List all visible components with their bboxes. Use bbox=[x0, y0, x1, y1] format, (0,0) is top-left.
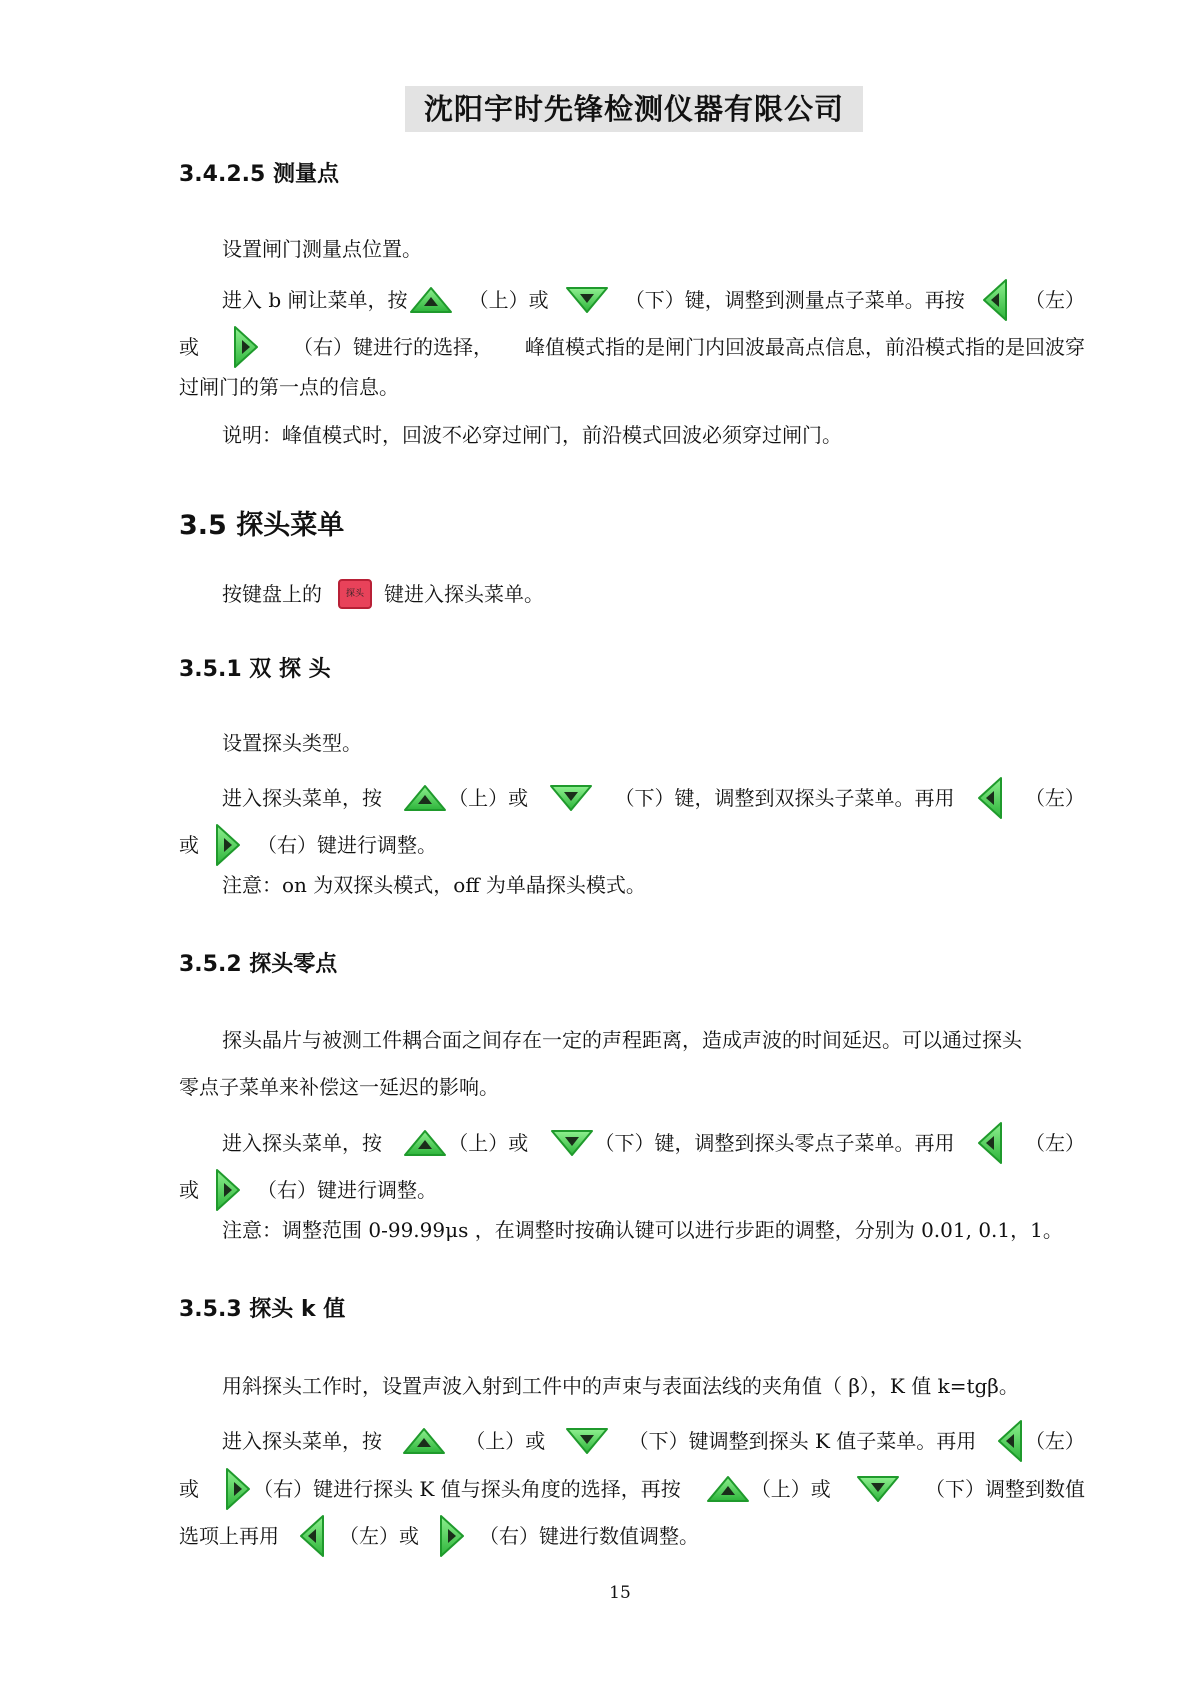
up-arrow-key-icon bbox=[402, 782, 448, 814]
text: 或 bbox=[179, 1477, 199, 1501]
text: 过闸门的第一点的信息。 bbox=[179, 375, 399, 399]
text: 选项上再用 bbox=[179, 1524, 279, 1548]
left-arrow-key-icon bbox=[995, 1418, 1025, 1464]
note bbox=[222, 420, 1085, 450]
text: （左） bbox=[1024, 1429, 1085, 1453]
text: 说明：峰值模式时，回波不必穿过闸门，前沿模式回波必须穿过闸门。 bbox=[222, 423, 842, 447]
right-arrow-key-icon bbox=[231, 324, 261, 370]
page-number: 15 bbox=[609, 1583, 631, 1603]
left-arrow-key-icon bbox=[975, 1120, 1005, 1166]
text: （上）或 bbox=[448, 786, 529, 810]
text: （下）调整到数值 bbox=[924, 1477, 1085, 1501]
right-arrow-key-icon bbox=[213, 822, 243, 868]
text: 或 bbox=[179, 335, 199, 359]
paragraph-line bbox=[179, 1167, 1085, 1213]
paragraph-line bbox=[179, 372, 1085, 402]
text: （左） bbox=[1024, 786, 1085, 810]
text: 注意：on 为双探头模式，off 为单晶探头模式。 bbox=[222, 873, 646, 897]
text: （左） bbox=[1025, 288, 1085, 312]
up-arrow-key-icon bbox=[408, 284, 454, 316]
text: （左）或 bbox=[339, 1524, 419, 1548]
paragraph bbox=[222, 579, 1085, 609]
text: 设置探头类型。 bbox=[222, 731, 362, 755]
text: 或 bbox=[179, 1178, 199, 1202]
paragraph bbox=[222, 234, 1085, 264]
section-heading-3-4-2-5: 3.4.2.5 测量点 bbox=[179, 162, 339, 187]
section-heading-3-5-3: 3.5.3 探头 k 值 bbox=[179, 1297, 346, 1322]
left-arrow-key-icon bbox=[297, 1513, 327, 1559]
paragraph-line bbox=[222, 1418, 1085, 1464]
text: （左） bbox=[1025, 1131, 1085, 1155]
text: （右）键进行调整。 bbox=[257, 833, 437, 857]
text: 注意：调整范围 0-99.99μs ，在调整时按确认键可以进行步距的调整，分别为 0.01, 0.1，1。 bbox=[222, 1218, 1063, 1242]
text: 设置闸门测量点位置。 bbox=[222, 237, 422, 261]
paragraph bbox=[222, 728, 1085, 758]
text: 探头晶片与被测工件耦合面之间存在一定的声程距离，造成声波的时间延迟。可以通过探头 bbox=[222, 1028, 1022, 1052]
text: 按键盘上的 bbox=[222, 582, 322, 606]
paragraph-line bbox=[179, 822, 1085, 868]
right-arrow-key-icon bbox=[223, 1466, 253, 1512]
text: 或 bbox=[179, 833, 199, 857]
paragraph-line bbox=[179, 1513, 1085, 1559]
text: （右）键进行的选择， bbox=[293, 335, 493, 359]
up-arrow-key-icon bbox=[401, 1425, 447, 1457]
left-arrow-key-icon bbox=[980, 277, 1010, 323]
paragraph-line bbox=[179, 324, 1085, 370]
paragraph-line bbox=[179, 1466, 1085, 1512]
left-arrow-key-icon bbox=[975, 775, 1005, 821]
section-heading-3-5-1: 3.5.1 双 探 头 bbox=[179, 657, 331, 682]
text: （下）键调整到探头 K 值子菜单。再用 bbox=[628, 1429, 977, 1453]
company-header: 沈阳宇时先锋检测仪器有限公司 bbox=[405, 86, 863, 132]
text: （上）或 bbox=[468, 288, 549, 312]
note bbox=[222, 870, 1085, 900]
text: 进入探头菜单，按 bbox=[222, 1131, 382, 1155]
text: 键进入探头菜单。 bbox=[384, 582, 544, 606]
paragraph-line bbox=[222, 1025, 1085, 1055]
text: 进入探头菜单，按 bbox=[222, 1429, 382, 1453]
text: 用斜探头工作时，设置声波入射到工件中的声束与表面法线的夹角值（ β），K 值 k=tgβ。 bbox=[222, 1374, 1019, 1398]
paragraph-line bbox=[179, 1072, 1085, 1102]
up-arrow-key-icon bbox=[705, 1473, 751, 1505]
down-arrow-key-icon bbox=[549, 1127, 595, 1159]
down-arrow-key-icon bbox=[548, 782, 594, 814]
section-heading-3-5: 3.5 探头菜单 bbox=[179, 510, 345, 541]
text: （右）键进行数值调整。 bbox=[479, 1524, 699, 1548]
down-arrow-key-icon bbox=[564, 1425, 610, 1457]
right-arrow-key-icon bbox=[213, 1167, 243, 1213]
paragraph-line bbox=[222, 1120, 1085, 1166]
text: （上）或 bbox=[750, 1477, 831, 1501]
text: （下）键，调整到探头零点子菜单。再用 bbox=[594, 1131, 955, 1155]
text: 零点子菜单来补偿这一延迟的影响。 bbox=[179, 1075, 499, 1099]
section-heading-3-5-2: 3.5.2 探头零点 bbox=[179, 952, 338, 977]
text: 峰值模式指的是闸门内回波最高点信息，前沿模式指的是回波穿 bbox=[525, 335, 1085, 359]
note bbox=[222, 1215, 1085, 1245]
paragraph-line bbox=[222, 1371, 1085, 1401]
text: （上）或 bbox=[448, 1131, 529, 1155]
text: （下）键，调整到测量点子菜单。再按 bbox=[624, 288, 965, 312]
down-arrow-key-icon bbox=[564, 284, 610, 316]
right-arrow-key-icon bbox=[437, 1513, 467, 1559]
down-arrow-key-icon bbox=[855, 1473, 901, 1505]
text: （上）或 bbox=[465, 1429, 546, 1453]
paragraph-line bbox=[222, 775, 1085, 821]
text: 进入探头菜单，按 bbox=[222, 786, 382, 810]
text: （右）键进行探头 K 值与探头角度的选择，再按 bbox=[253, 1477, 681, 1501]
text: 进入 b 闸让菜单，按 bbox=[222, 288, 408, 312]
paragraph-line bbox=[222, 277, 1085, 323]
probe-key-icon: 探头 bbox=[338, 579, 372, 609]
text: （右）键进行调整。 bbox=[257, 1178, 437, 1202]
text: （下）键，调整到双探头子菜单。再用 bbox=[614, 786, 955, 810]
up-arrow-key-icon bbox=[402, 1127, 448, 1159]
